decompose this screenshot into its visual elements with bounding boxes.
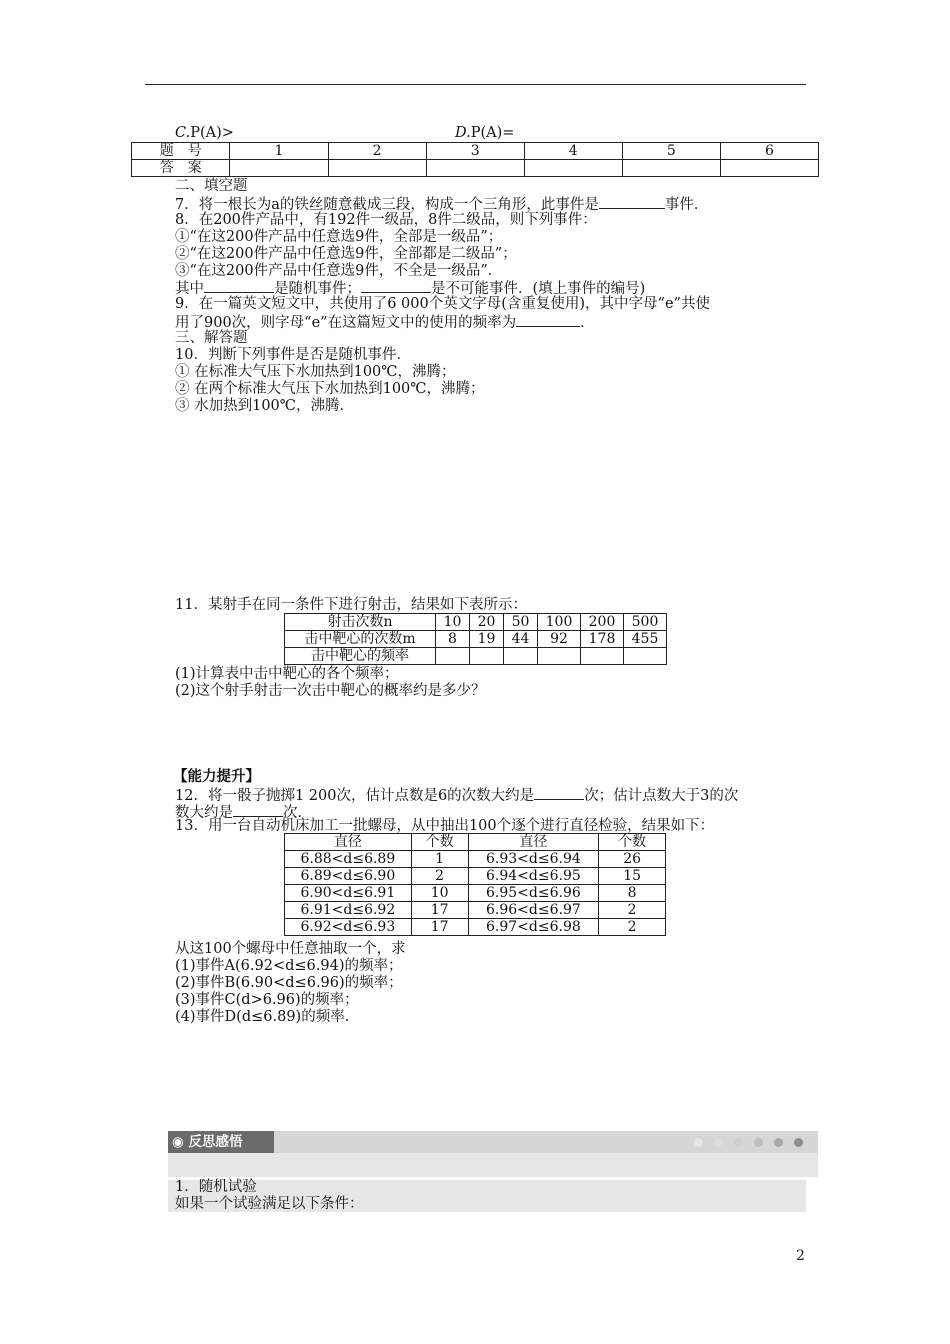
dot-icon (734, 1138, 743, 1147)
table-cell: 10 (436, 614, 470, 631)
dot-icon (774, 1138, 783, 1147)
table-cell (538, 648, 581, 665)
table-cell: 6.88<d≤6.89 (285, 851, 412, 868)
table-cell: 44 (504, 631, 538, 648)
table-cell: 直径 (468, 834, 599, 851)
table-cell: 直径 (285, 834, 412, 851)
table-row (285, 885, 666, 902)
table-row (285, 834, 666, 851)
table-cell: 8 (436, 631, 470, 648)
dot-icon (694, 1138, 703, 1147)
question-13-part-1: (1)事件A(6.92<d≤6.94)的频率； (175, 958, 403, 974)
question-11-part-1: (1)计算表中击中靶心的各个频率； (175, 666, 399, 682)
table-cell: 200 (581, 614, 624, 631)
question-9-line-2: 用了900次，则字母“e”在这篇短文中的使用的频率为 ． (175, 312, 595, 332)
table-cell: 6.94<d≤6.95 (468, 868, 599, 885)
table-row (285, 919, 666, 936)
section-heading-ability: 【能力提升】 (173, 768, 260, 785)
question-7: 7．将一根长为a的铁丝随意截成三段，构成一个三角形，此事件是 事件． (175, 194, 708, 214)
blank (361, 278, 431, 293)
table-cell: 击中靶心的次数m (285, 631, 436, 648)
table-cell: 10 (411, 885, 468, 902)
blank (599, 194, 665, 209)
question-12-line-1: 12．将一骰子抛掷1 200次，估计点数是6的次数大约是 次；估计点数大于3的次 (175, 785, 738, 805)
table-cell: 6.90<d≤6.91 (285, 885, 412, 902)
blank (233, 802, 283, 817)
table-cell: 6.93<d≤6.94 (468, 851, 599, 868)
page-number: 2 (796, 1248, 805, 1264)
question-10: 10．判断下列事件是否是随机事件． (175, 347, 411, 363)
table-cell: 500 (624, 614, 667, 631)
answer-table-label-answer: 答 案 (132, 160, 230, 177)
answer-col: 5 (622, 143, 720, 160)
answer-col: 4 (524, 143, 622, 160)
question-10-item-3: ③ 水加热到100℃，沸腾． (175, 398, 355, 414)
table-cell: 178 (581, 631, 624, 648)
question-9-line-1: 9．在一篇英文短文中，共使用了6 000个英文字母(含重复使用)，其中字母“e”共使 (175, 296, 710, 312)
table-cell: 455 (624, 631, 667, 648)
reflection-tag: ◉ 反思感悟 (168, 1131, 274, 1153)
dot-icon (794, 1138, 803, 1147)
table-cell: 100 (538, 614, 581, 631)
table-cell (436, 648, 470, 665)
question-12-line-2: 数大约是 次． (175, 802, 312, 822)
table-cell: 50 (504, 614, 538, 631)
reflection-banner (168, 1131, 818, 1153)
table-cell: 17 (411, 902, 468, 919)
dot-icon (754, 1138, 763, 1147)
blank (516, 312, 580, 327)
question-8-item-2: ②“在这200件产品中任意选9件，全部都是二级品”； (175, 246, 517, 262)
table-cell: 1 (411, 851, 468, 868)
question-8-answer: 其中 是随机事件； 是不可能事件．(填上事件的编号) (175, 278, 645, 298)
table-cell: 6.95<d≤6.96 (468, 885, 599, 902)
reflection-box (168, 1153, 818, 1177)
blank (204, 278, 274, 293)
table-cell (581, 648, 624, 665)
option-d: D.P(A)= (455, 125, 515, 141)
question-8: 8．在200件产品中，有192件一级品，8件二级品，则下列事件： (175, 212, 597, 228)
question-13-part-3: (3)事件C(d>6.96)的频率； (175, 992, 359, 1008)
table-cell (470, 648, 504, 665)
answer-col: 1 (230, 143, 328, 160)
question-11: 11．某射手在同一条件下进行射击，结果如下表所示： (175, 597, 527, 613)
diameter-table (284, 833, 666, 936)
question-13-intro: 从这100个螺母中任意抽取一个，求 (175, 941, 406, 957)
question-8-item-1: ①“在这200件产品中任意选9件，全部是一级品”； (175, 229, 503, 245)
table-row (285, 868, 666, 885)
table-cell: 射击次数n (285, 614, 436, 631)
question-13: 13．用一台自动机床加工一批螺母，从中抽出100个逐个进行直径检验，结果如下： (175, 818, 715, 834)
table-cell (624, 648, 667, 665)
blank (534, 785, 584, 800)
table-cell: 个数 (411, 834, 468, 851)
reflection-line-2: 如果一个试验满足以下条件： (175, 1196, 364, 1212)
table-cell: 2 (411, 868, 468, 885)
option-c: C.P(A)> (175, 125, 234, 141)
table-cell (504, 648, 538, 665)
answer-cell (230, 160, 328, 177)
section-heading-fill: 二、填空题 (175, 178, 248, 194)
question-13-part-4: (4)事件D(d≤6.89)的频率． (175, 1009, 360, 1025)
table-row (285, 902, 666, 919)
answer-cell (328, 160, 426, 177)
table-row (285, 614, 667, 631)
answer-table-label-number: 题 号 (132, 143, 230, 160)
question-8-item-3: ③“在这200件产品中任意选9件，不全是一级品”． (175, 263, 503, 279)
reflection-line-1: 1．随机试验 (175, 1179, 257, 1195)
table-cell: 8 (599, 885, 666, 902)
answer-cell (426, 160, 524, 177)
table-cell: 19 (470, 631, 504, 648)
question-10-item-2: ② 在两个标准大气压下水加热到100℃，沸腾； (175, 381, 485, 397)
answer-cell (622, 160, 720, 177)
table-cell: 6.89<d≤6.90 (285, 868, 412, 885)
table-cell: 6.96<d≤6.97 (468, 902, 599, 919)
answer-col: 6 (720, 143, 818, 160)
table-cell: 6.92<d≤6.93 (285, 919, 412, 936)
table-row (285, 851, 666, 868)
table-cell: 20 (470, 614, 504, 631)
table-cell: 2 (599, 902, 666, 919)
dot-icon (714, 1138, 723, 1147)
question-11-part-2: (2)这个射手射击一次击中靶心的概率约是多少？ (175, 683, 486, 699)
question-10-item-1: ① 在标准大气压下水加热到100℃，沸腾； (175, 364, 456, 380)
answer-col: 2 (328, 143, 426, 160)
answer-cell (524, 160, 622, 177)
section-heading-solve: 三、解答题 (175, 330, 248, 346)
table-cell: 击中靶心的频率 (285, 648, 436, 665)
table-cell: 17 (411, 919, 468, 936)
table-cell: 26 (599, 851, 666, 868)
answer-col: 3 (426, 143, 524, 160)
shooting-table (284, 613, 667, 665)
answer-table (131, 142, 819, 177)
table-row (285, 631, 667, 648)
header-rule (145, 84, 806, 85)
table-row (285, 648, 667, 665)
table-cell: 6.97<d≤6.98 (468, 919, 599, 936)
question-13-part-2: (2)事件B(6.90<d≤6.96)的频率； (175, 975, 403, 991)
answer-cell (720, 160, 818, 177)
table-cell: 个数 (599, 834, 666, 851)
table-cell: 15 (599, 868, 666, 885)
table-cell: 6.91<d≤6.92 (285, 902, 412, 919)
table-cell: 92 (538, 631, 581, 648)
table-cell: 2 (599, 919, 666, 936)
